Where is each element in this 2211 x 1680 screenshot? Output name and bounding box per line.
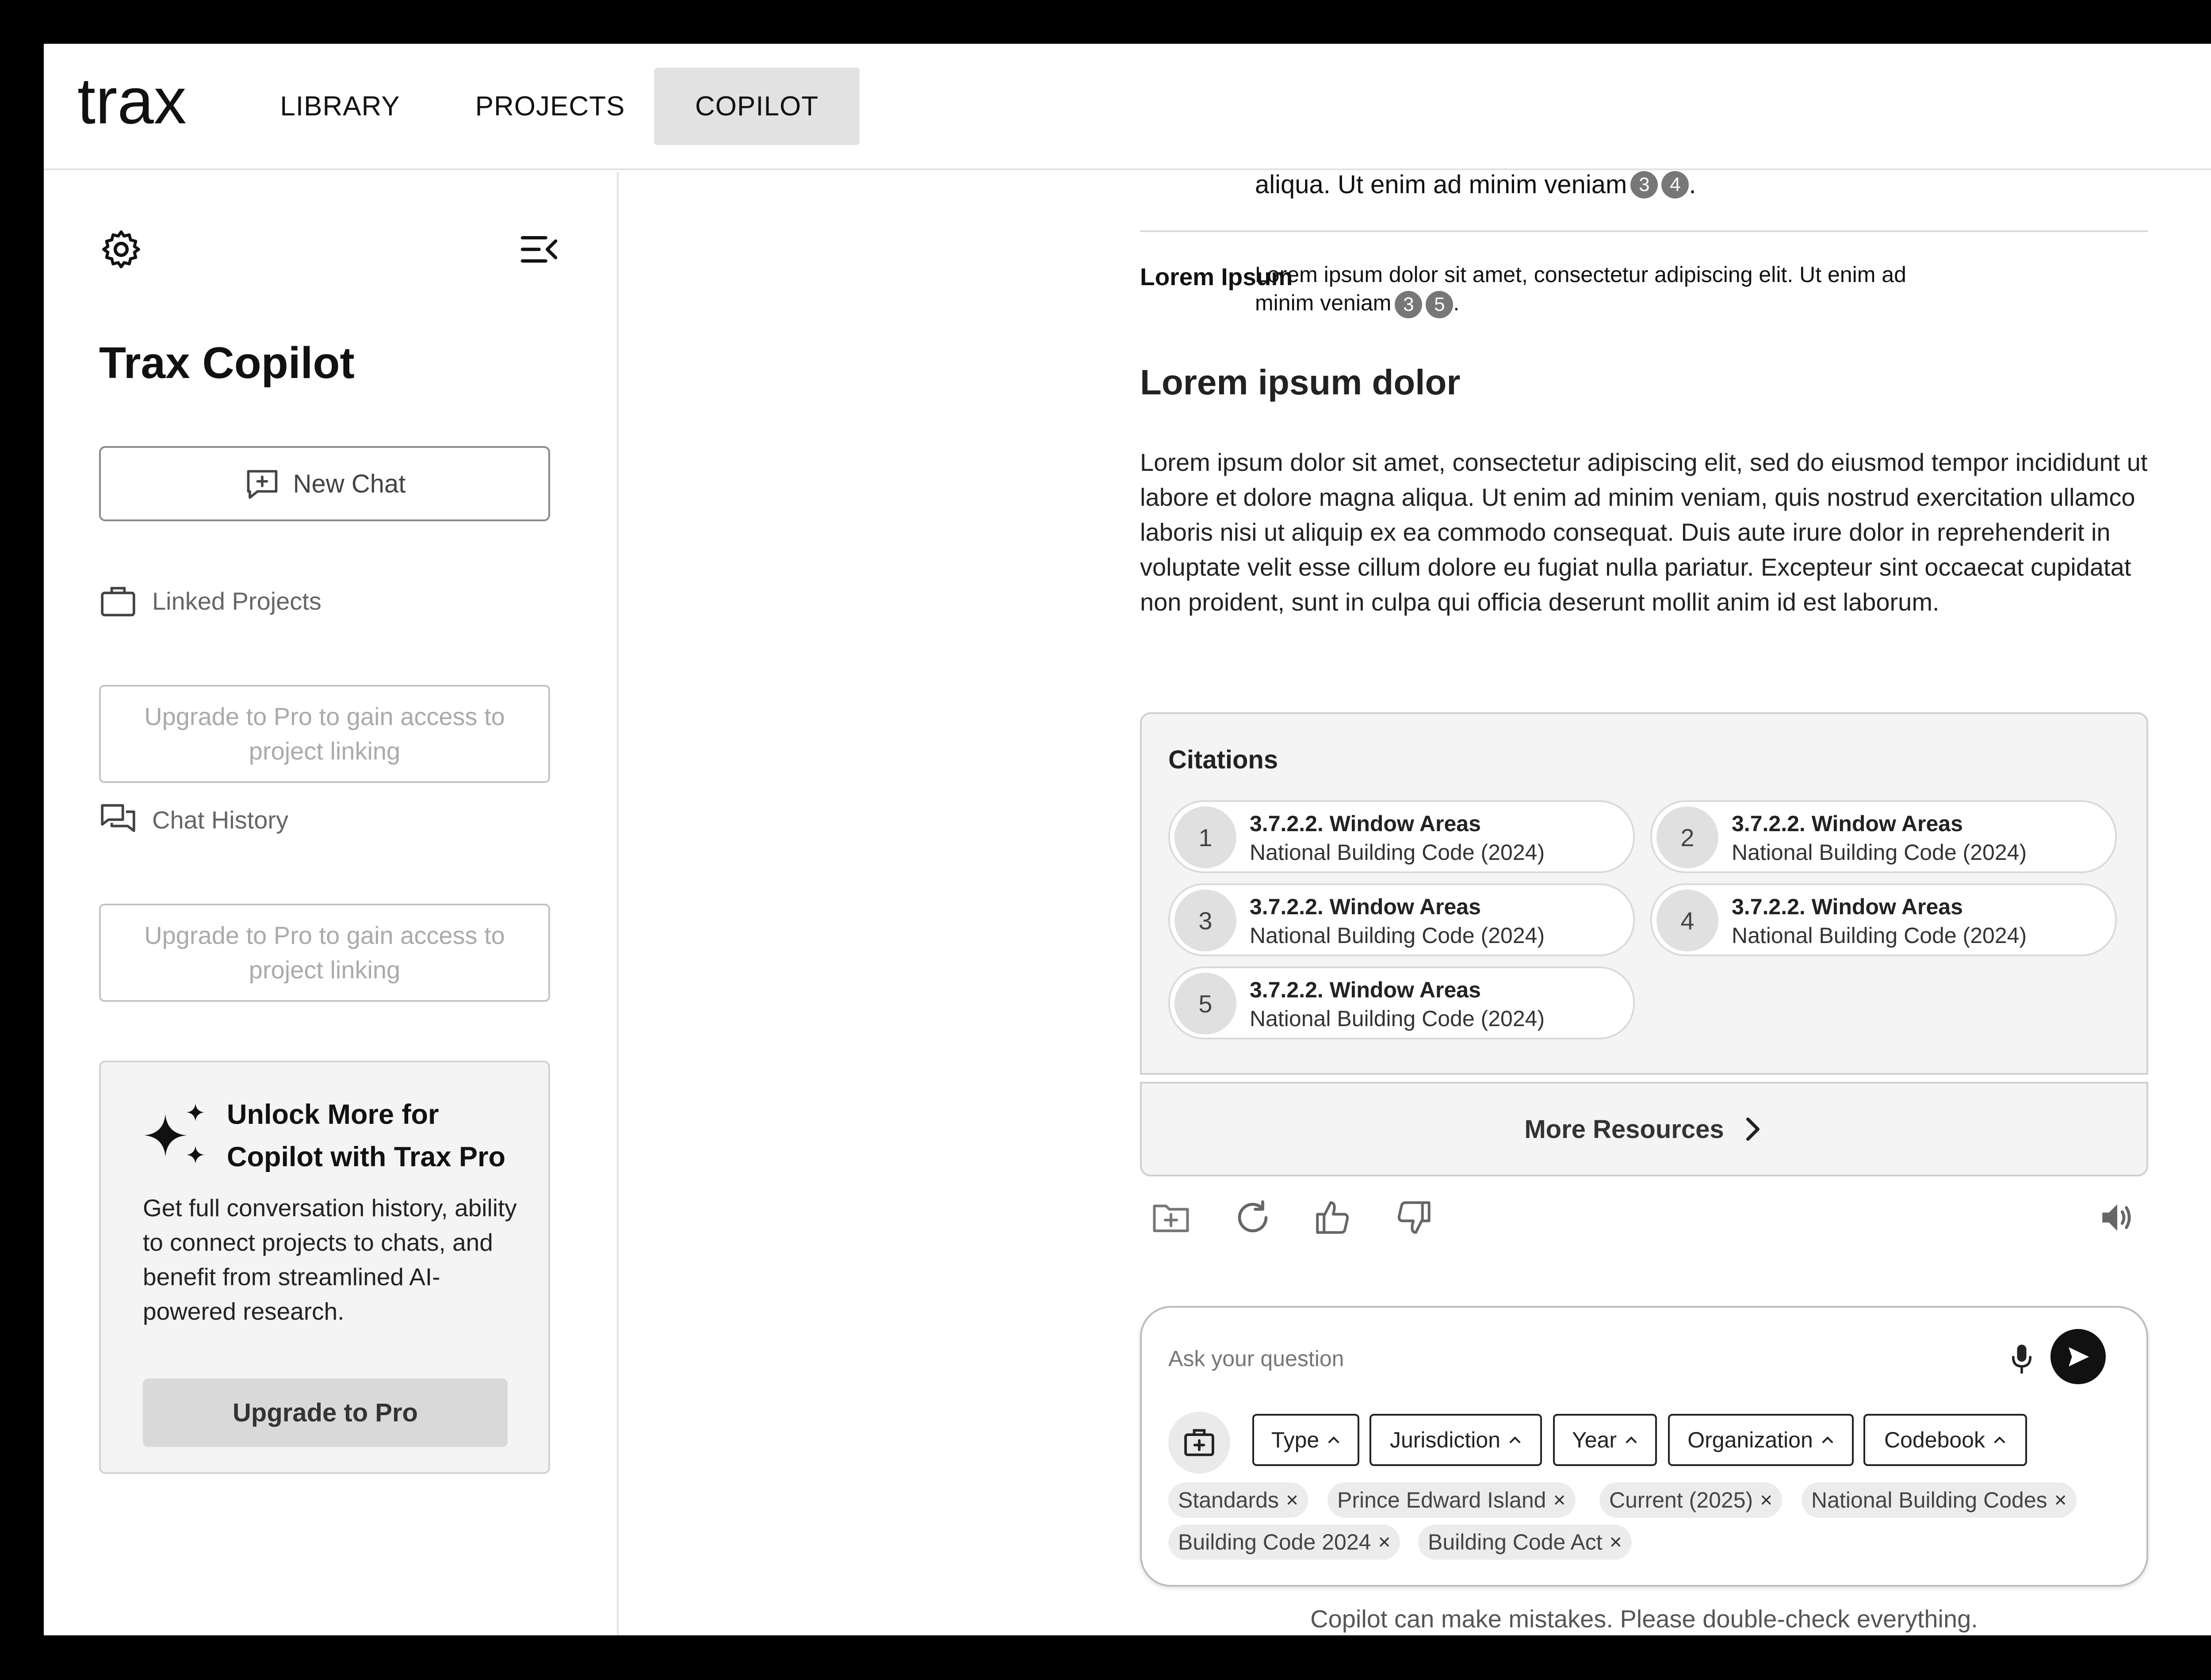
filter-codebook[interactable] [1863, 1414, 2027, 1466]
promo-description: Get full conversation history, ability to connect projects to chats, and benefit from streamlined AI-powered research. [143, 1194, 517, 1325]
citations-panel [1140, 712, 2148, 1075]
briefcase-plus-icon [1182, 1425, 1216, 1460]
chevron-up-icon [1625, 1435, 1638, 1445]
top-nav [44, 44, 2211, 170]
chip-label: National Building Codes [1811, 1488, 2047, 1512]
send-button[interactable] [2050, 1329, 2106, 1384]
linked-projects-upgrade-notice: Upgrade to Pro to gain access to project linking [99, 685, 550, 783]
citation-number: 2 [1656, 806, 1718, 868]
attach-project-button[interactable] [1168, 1412, 1230, 1474]
sidebar-title: Trax Copilot [99, 338, 355, 388]
question-input[interactable] [1168, 1341, 1964, 1376]
row-text: aliqua. Ut enim ad minim veniam [1255, 170, 1627, 199]
chat-composer [1140, 1306, 2148, 1587]
citation-card[interactable] [1168, 966, 1635, 1039]
filter-jurisdiction[interactable] [1369, 1414, 1542, 1466]
table-row-label: Lorem Ipsum [1140, 263, 1293, 290]
citation-card[interactable] [1168, 883, 1635, 956]
row-suffix: . [1453, 290, 1460, 315]
citation-title: 3.7.2.2. Window Areas [1250, 894, 1481, 919]
chat-area [620, 172, 2211, 1635]
row-suffix: . [1689, 170, 1696, 199]
chip-remove-icon[interactable]: × [2054, 1488, 2067, 1512]
chevron-up-icon [1821, 1435, 1834, 1445]
filter-chip [1327, 1482, 1576, 1518]
filter-label: Jurisdiction [1389, 1428, 1501, 1452]
add-to-folder-icon[interactable] [1151, 1198, 1191, 1237]
chip-remove-icon[interactable]: × [1553, 1488, 1566, 1512]
citation-source: National Building Code (2024) [1250, 840, 1545, 865]
new-chat-button[interactable] [99, 446, 550, 521]
nav-library[interactable]: LIBRARY [280, 91, 400, 122]
filter-organization[interactable] [1668, 1414, 1854, 1466]
briefcase-icon [99, 583, 137, 619]
table-row-text [1255, 260, 1918, 318]
citation-source: National Building Code (2024) [1250, 923, 1545, 948]
citation-title: 3.7.2.2. Window Areas [1732, 811, 1963, 836]
filter-type[interactable] [1252, 1414, 1359, 1466]
chip-label: Building Code 2024 [1178, 1530, 1371, 1554]
more-resources-label: More Resources [1524, 1115, 1724, 1144]
citation-card[interactable] [1168, 800, 1635, 873]
filter-chip [1168, 1524, 1400, 1560]
row-text: Lorem ipsum dolor sit amet, consectetur adipiscing elit. Ut enim ad minim veniam [1255, 262, 1906, 315]
chevron-up-icon [1508, 1435, 1522, 1445]
collapse-sidebar-icon[interactable] [519, 232, 559, 267]
linked-projects-header [99, 583, 321, 619]
filter-chip [1168, 1482, 1308, 1518]
citation-source: National Building Code (2024) [1250, 1006, 1545, 1031]
chip-remove-icon[interactable]: × [1609, 1530, 1622, 1554]
chip-remove-icon[interactable]: × [1285, 1488, 1298, 1512]
citation-title: 3.7.2.2. Window Areas [1732, 894, 1963, 919]
microphone-icon[interactable] [2008, 1343, 2035, 1374]
filter-label: Organization [1687, 1428, 1813, 1452]
disclaimer-text: Copilot can make mistakes. Please double-check everything. [1310, 1605, 1978, 1633]
chevron-right-icon [1742, 1116, 1764, 1142]
regenerate-icon[interactable] [1233, 1198, 1273, 1237]
citation-number: 3 [1174, 890, 1236, 951]
filter-year[interactable] [1553, 1414, 1657, 1466]
nav-projects[interactable]: PROJECTS [475, 91, 625, 122]
chevron-up-icon [1993, 1435, 2006, 1445]
chip-remove-icon[interactable]: × [1378, 1530, 1391, 1554]
citation-marker[interactable]: 3 [1395, 291, 1422, 318]
chip-label: Building Code Act [1428, 1530, 1603, 1554]
chat-history-header [99, 802, 288, 837]
sparkle-icon [141, 1100, 211, 1171]
citation-number: 4 [1656, 890, 1718, 951]
promo-title: Unlock More for Copilot with Trax Pro [227, 1099, 506, 1172]
app-window [44, 44, 2211, 1635]
citation-marker[interactable]: 4 [1661, 171, 1689, 199]
citation-number: 1 [1174, 806, 1236, 868]
new-chat-icon [244, 465, 281, 502]
chip-label: Current (2025) [1609, 1488, 1753, 1512]
citation-source: National Building Code (2024) [1732, 840, 2027, 865]
new-chat-label: New Chat [293, 469, 406, 498]
filter-chip [1802, 1482, 2077, 1518]
table-row-text [1255, 170, 1696, 199]
send-icon [2066, 1344, 2091, 1370]
citation-card[interactable] [1650, 800, 2117, 873]
citation-marker[interactable]: 5 [1426, 291, 1453, 318]
linked-projects-label: Linked Projects [152, 587, 321, 615]
citation-card[interactable] [1650, 883, 2117, 956]
more-resources-button[interactable] [1140, 1082, 2148, 1176]
upgrade-to-pro-button[interactable]: Upgrade to Pro [143, 1378, 508, 1447]
nav-copilot[interactable]: COPILOT [654, 68, 860, 145]
thumbs-up-icon[interactable] [1312, 1198, 1352, 1237]
filter-label: Year [1572, 1428, 1617, 1452]
filter-chip [1599, 1482, 1782, 1518]
answer-paragraph: Lorem ipsum dolor sit amet, consectetur adipiscing elit, sed do eiusmod tempor incididunt ut labore et dolore magna aliqua. Ut enim ad minim veniam, quis nostrud exercitation ullamco laboris nisi ut aliquip ex ea commodo consequat. Duis aute irure dolor in reprehenderit in voluptate velit esse cillum dolore eu fugiat nulla pariatur. Excepteur sint occaecat cupidatat non proident, sunt in culpa qui officia deserunt mollit anim id est laborum. [1140, 448, 2148, 616]
citation-title: 3.7.2.2. Window Areas [1250, 811, 1481, 836]
trax-logo[interactable] [77, 70, 210, 141]
gear-icon[interactable] [99, 227, 143, 271]
chip-label: Standards [1178, 1488, 1279, 1512]
filter-label: Type [1271, 1428, 1320, 1452]
chat-history-upgrade-notice: Upgrade to Pro to gain access to project linking [99, 904, 550, 1002]
citation-title: 3.7.2.2. Window Areas [1250, 977, 1481, 1002]
speaker-icon[interactable] [2097, 1198, 2137, 1237]
filter-label: Codebook [1884, 1428, 1985, 1452]
citation-number: 5 [1174, 973, 1236, 1035]
pro-upgrade-card [99, 1061, 550, 1474]
citation-marker[interactable]: 3 [1630, 171, 1658, 199]
answer-heading: Lorem ipsum dolor [1140, 363, 1461, 402]
chat-history-label: Chat History [152, 806, 289, 834]
svg-text:trax: trax [77, 70, 187, 137]
chip-label: Prince Edward Island [1337, 1488, 1546, 1512]
thumbs-down-icon[interactable] [1394, 1198, 1434, 1237]
chat-history-icon [99, 802, 137, 837]
chevron-up-icon [1327, 1435, 1340, 1445]
citation-source: National Building Code (2024) [1732, 923, 2027, 948]
chip-remove-icon[interactable]: × [1760, 1488, 1773, 1512]
filter-chip [1418, 1524, 1632, 1560]
sidebar [44, 172, 619, 1635]
divider [1140, 230, 2148, 232]
citations-title: Citations [1168, 745, 1278, 774]
